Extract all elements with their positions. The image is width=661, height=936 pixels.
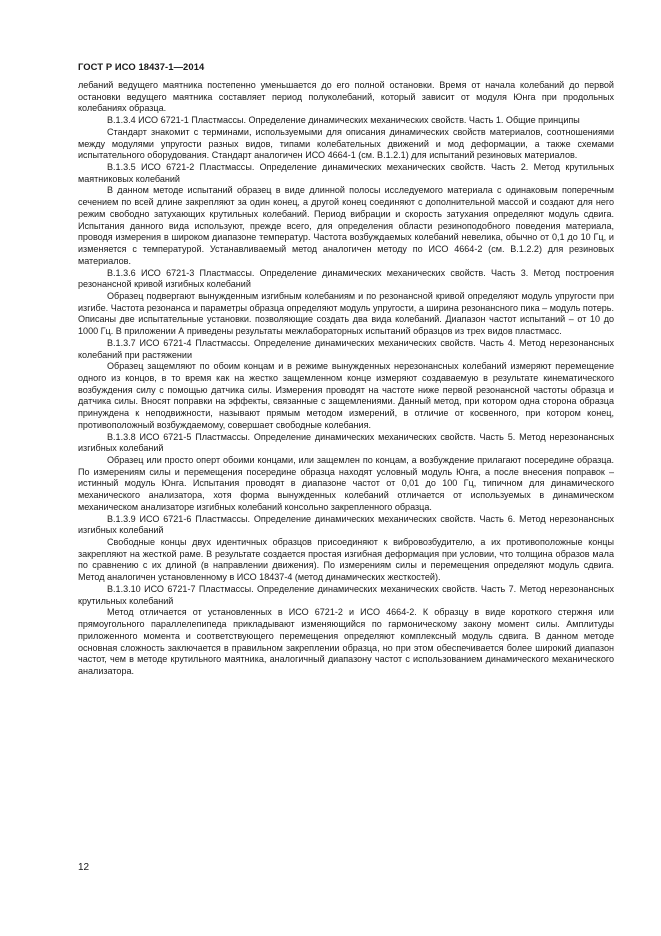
section-item: B.1.3.10 ИСО 6721-7 Пластмассы. Определение динамических механических свойств. Часть 7. Метод нерезонансных крутильных колебаний xyxy=(78,583,614,606)
continued-paragraph: лебаний ведущего маятника постепенно уменьшается до его полной остановки. Время от начала колебаний до первой остановки ведущего маятника составляет период полуколебаний, который зависит от модуля Юнга при продольных колебаниях образца. xyxy=(78,80,614,114)
body-paragraph: Образец подвергают вынужденным изгибным колебаниям и по резонансной кривой определяют модуль упругости при изгибе. Частота резонанса и параметры образца определяют модуль упругости, а ширина резонансного пика – модуль потерь. Описаны две испытательные установки. позволяющие создать два вида колебаний. Диапазон частот испытаний – от 10 до 1000 Гц. В приложении А приведены результаты межлабораторных испытаний образцов из трех видов пластмасс. xyxy=(78,290,614,337)
body-paragraph: Свободные концы двух идентичных образцов присоединяют к вибровозбудителю, а их противоположные концы закрепляют на жесткой раме. В результате создается простая изгибная деформация при условии, что толщина образов мала по сравнению с их длиной (в направлении движения). По измерениям силы и перемещения определяют модуль сдвига. Метод аналогичен установленному в ИСО 18437-4 (метод динамических жесткостей). xyxy=(78,537,614,583)
section-item: B.1.3.6 ИСО 6721-3 Пластмассы. Определение динамических механических свойств. Часть 3. Метод построения резонансной кривой изгибных колебаний xyxy=(78,267,614,290)
section-item: B.1.3.8 ИСО 6721-5 Пластмассы. Определение динамических механических свойств. Часть 5. Метод нерезонансных изгибных колебаний xyxy=(78,431,614,454)
section-item: B.1.3.5 ИСО 6721-2 Пластмассы. Определение динамических механических свойств. Часть 2. Метод крутильных маятниковых колебаний xyxy=(78,162,614,184)
section-item: B.1.3.7 ИСО 6721-4 Пластмассы. Определение динамических механических свойств. Часть 4. Метод нерезонансных колебаний при растяжении xyxy=(78,337,614,360)
body-paragraph: Образец защемляют по обоим концам и в режиме вынужденных нерезонансных колебаний измеряют перемещение одного из концов, в то время как на жестко защемленном конце измеряют создаваемую в результате кинематического возбуждения силу с помощью датчика силы. Измерения проводят на частоте ниже первой резонансной частоты образца и датчика силы. Вносят поправки на эффекты, связанные с защемлениями. Данный метод, при котором одна сторона образца принуждена к неподвижности, называют прямым методом измерений, в отличие от косвенного, при котором конец, противоположный возбуждаемому, совершает свободные колебания. xyxy=(78,361,614,430)
body-paragraph: Метод отличается от установленных в ИСО 6721-2 и ИСО 4664-2. К образцу в виде короткого стержня или прямоугольного параллелепипеда прикладывают изменяющийся по гармоническому закону момент силы. Амплитуды приложенного момента и соответствующего перемещения определяют комплексный модуль сдвига. В данном методе основная сложность заключается в правильном закреплении образца, но при этом обеспечивается более широкий диапазон частот, чем в методе крутильного маятника, аналогичный диапазону частот с использованием динамического механического анализатора. xyxy=(78,607,614,676)
section-item: B.1.3.9 ИСО 6721-6 Пластмассы. Определение динамических механических свойств. Часть 6. Метод нерезонансных изгибных колебаний xyxy=(78,513,614,536)
body-paragraph: В данном методе испытаний образец в виде длинной полосы исследуемого материала с одинаковым поперечным сечением по всей длине закрепляют за один конец, а другой конец соединяют с дополнительной массой и создают для него режим свободно затухающих крутильных колебаний. Период вибрации и скорость затухания определяют модуль сдвига. Испытания данного вида используют, прежде всего, для определения области резиноподобного поведения материала, проводя измерения в широком диапазоне температур. Частота возбуждаемых колебаний невелика, обычно от 0,1 до 10 Гц, и изменяется с температурой. Устанавливаемый метод аналогичен методу по ИСО 4664-2 (см. B.1.2.2) для резиновых материалов. xyxy=(78,185,614,266)
document-body xyxy=(78,80,614,678)
body-paragraph: Стандарт знакомит с терминами, используемыми для описания динамических свойств материалов, соотношениями между модулями упругости разных видов, типами колебательных движений и мод деформации, а также схемами испытательного оборудования. Стандарт аналогичен ИСО 4664-1 (см. B.1.2.1) для испытаний резиновых материалов. xyxy=(78,126,614,161)
body-paragraph: Образец или просто оперт обоими концами, или защемлен по концам, а возбуждение прилагают посередине образца. По измерениям силы и перемещения посередине образца находят условный модуль Юнга, а после внесения поправок – истинный модуль Юнга. Испытания проводят в диапазоне частот от 0,01 до 100 Гц, типичном для динамического механического анализатора, хотя форма вынужденных колебаний отличается от используемых в динамическом механическом анализаторе изгибных колебаний консольно закрепленного образца. xyxy=(78,455,614,512)
document-header: ГОСТ Р ИСО 18437-1—2014 xyxy=(78,61,205,72)
section-item: B.1.3.4 ИСО 6721-1 Пластмассы. Определение динамических механических свойств. Часть 1. Общие принципы xyxy=(107,115,580,126)
page-number: 12 xyxy=(78,862,90,873)
